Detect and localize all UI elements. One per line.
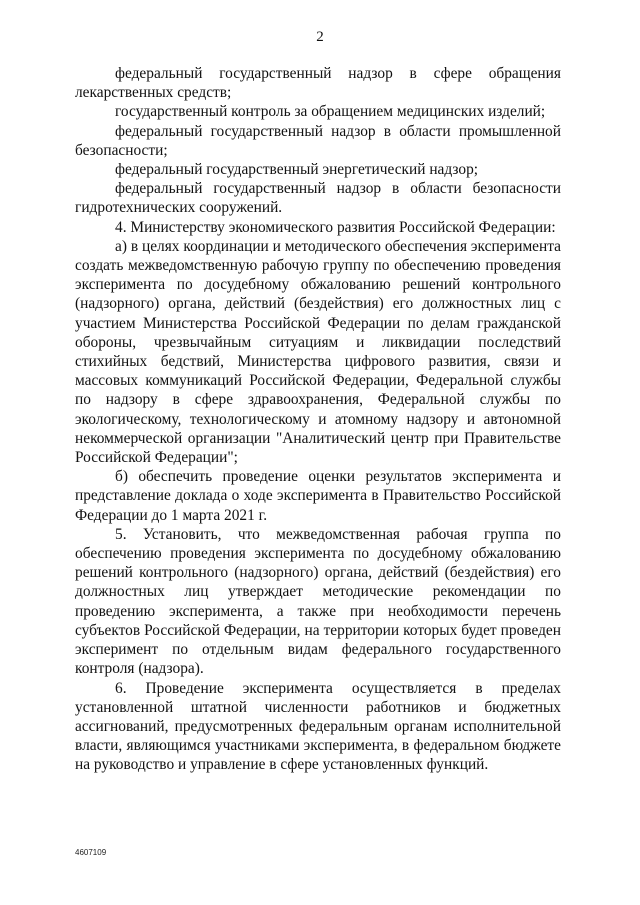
page-number: 2: [316, 29, 324, 45]
paragraph-item-6: 6. Проведение эксперимента осуществляется в пределах установленной штатной численности работников и бюджетных ассигнований, предусмотренных федеральным органам исполнительной власти, являющимся участниками эксперимента, в федеральном бюджете на руководство и управление в сфере установленных функций.: [75, 679, 561, 774]
paragraph-item-5: 5. Установить, что межведомственная рабочая группа по обеспечению проведения эксперимента по досудебному обжалованию решений контрольного (надзорного) органа, действий (бездействия) его должностных лиц утверждает методические рекомендации по проведению эксперимента, а также при необходимости перечень субъектов Российской Федерации, на территории которых будет проведен эксперимент по отдельным видам федерального государственного контроля (надзора).: [75, 525, 561, 678]
document-body: [75, 64, 561, 775]
paragraph-item-4b: б) обеспечить проведение оценки результатов эксперимента и представление доклада о ходе эксперимента в Правительство Российской Федерации до 1 марта 2021 г.: [75, 468, 561, 524]
paragraph-item-4a: а) в целях координации и методического обеспечения эксперимента создать межведомственную рабочую группу по обеспечению проведения эксперимента по досудебному обжалованию решений контрольного (надзорного) органа, действий (бездействия) его должностных лиц с участием Министерства Российской Федерации по делам гражданской обороны, чрезвычайным ситуациям и ликвидации последствий стихийных бедствий, Министерства цифрового развития, связи и массовых коммуникаций Российской Федерации, Федеральной службы по надзору в сфере здравоохранения, Федеральной службы по экологическому, технологическому и атомному надзору и автономной некоммерческой организации "Аналитический центр при Правительстве Российской Федерации";: [75, 237, 561, 467]
paragraph-hydraulic-structures-supervision: федеральный государственный надзор в области безопасности гидротехнических сооружений.: [75, 180, 561, 217]
document-code: 4607109: [75, 848, 107, 857]
paragraph-industrial-safety-supervision: федеральный государственный надзор в области промышленной безопасности;: [75, 122, 561, 159]
paragraph-medical-devices-control: государственный контроль за обращением медицинских изделий;: [115, 103, 546, 121]
paragraph-item-4-heading: 4. Министерству экономического развития Российской Федерации:: [115, 218, 556, 236]
paragraph-energy-supervision: федеральный государственный энергетический надзор;: [115, 161, 479, 179]
paragraph-drug-circulation-supervision: федеральный государственный надзор в сфере обращения лекарственных средств;: [75, 65, 561, 102]
